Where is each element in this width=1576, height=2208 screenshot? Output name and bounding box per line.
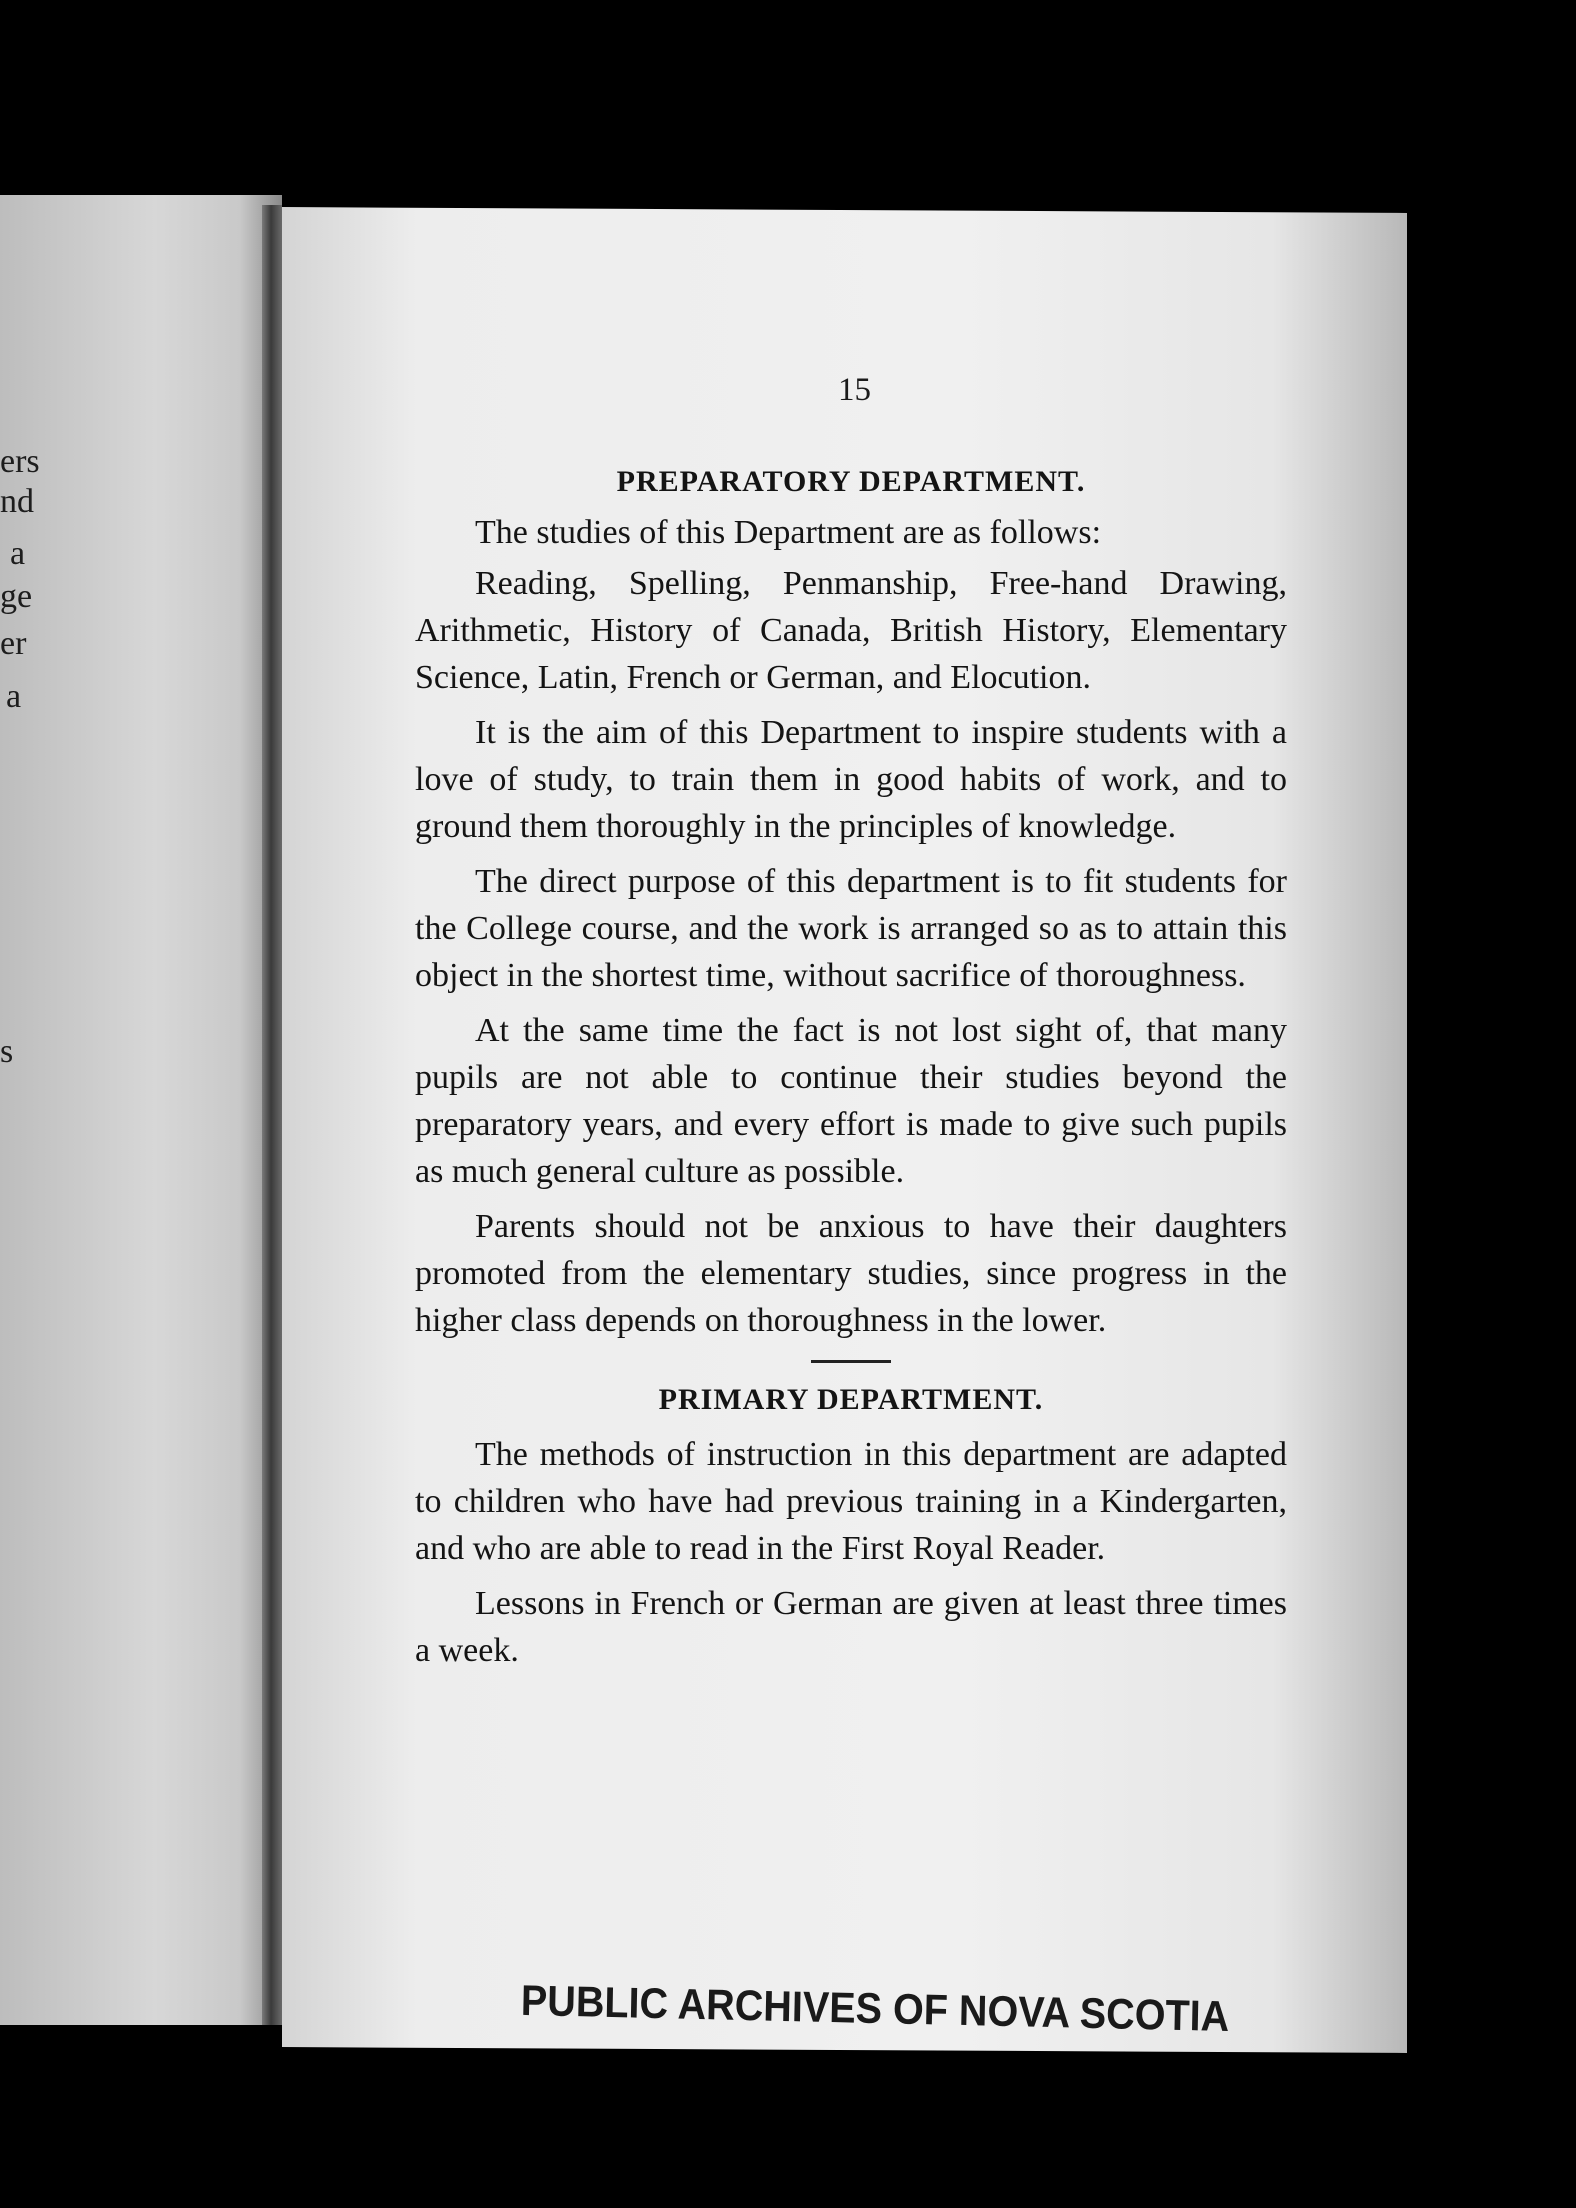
paragraph: Parents should not be anxious to have their daughters promoted from the elementary studies, since progress in the higher class depends on thoroughness in the lower. bbox=[415, 1208, 1287, 1339]
left-edge-fragment: er bbox=[0, 625, 27, 662]
page-number: 15 bbox=[838, 372, 871, 408]
left-edge-fragment: nd bbox=[0, 483, 34, 520]
left-edge-fragment: s bbox=[0, 1033, 14, 1070]
left-page bbox=[0, 195, 282, 2025]
left-edge-fragment: ers bbox=[0, 443, 40, 480]
section-heading: PRIMARY DEPARTMENT. bbox=[658, 1383, 1044, 1416]
paragraph: The studies of this Department are as follows: bbox=[475, 514, 1102, 551]
paragraph: Lessons in French or German are given at least three times a week. bbox=[415, 1585, 1287, 1669]
left-edge-fragment: a bbox=[10, 535, 26, 572]
paragraph: The direct purpose of this department is to fit students for the College course, and the work is arranged so as to attain this object in the shortest time, without sacrifice of thoroughness. bbox=[415, 863, 1287, 994]
left-edge-fragment: a bbox=[6, 678, 22, 715]
archive-stamp: PUBLIC ARCHIVES OF NOVA SCOTIA bbox=[520, 1976, 1230, 2042]
section-preparatory bbox=[415, 465, 1287, 1363]
book-gutter bbox=[262, 205, 282, 2025]
paragraph: Reading, Spelling, Penmanship, Free-hand Drawing, Arithmetic, History of Canada, British History, Elementary Science, Latin, French or German, and Elocution. bbox=[415, 565, 1287, 696]
paragraph: At the same time the fact is not lost sight of, that many pupils are not able to continue their studies beyond the preparatory years, and every effort is made to give such pupils as much general culture as possible. bbox=[415, 1012, 1287, 1190]
paragraph: The methods of instruction in this department are adapted to children who have had previous training in a Kindergarten, and who are able to read in the First Royal Reader. bbox=[415, 1436, 1287, 1567]
section-heading: PREPARATORY DEPARTMENT. bbox=[616, 465, 1086, 498]
section-primary bbox=[415, 1383, 1287, 1674]
section-divider bbox=[811, 1360, 891, 1363]
paragraph: It is the aim of this Department to inspire students with a love of study, to train them in good habits of work, and to ground them thoroughly in the principles of knowledge. bbox=[415, 714, 1287, 845]
page-content bbox=[415, 355, 1287, 1674]
left-edge-fragment: ge bbox=[0, 578, 33, 615]
